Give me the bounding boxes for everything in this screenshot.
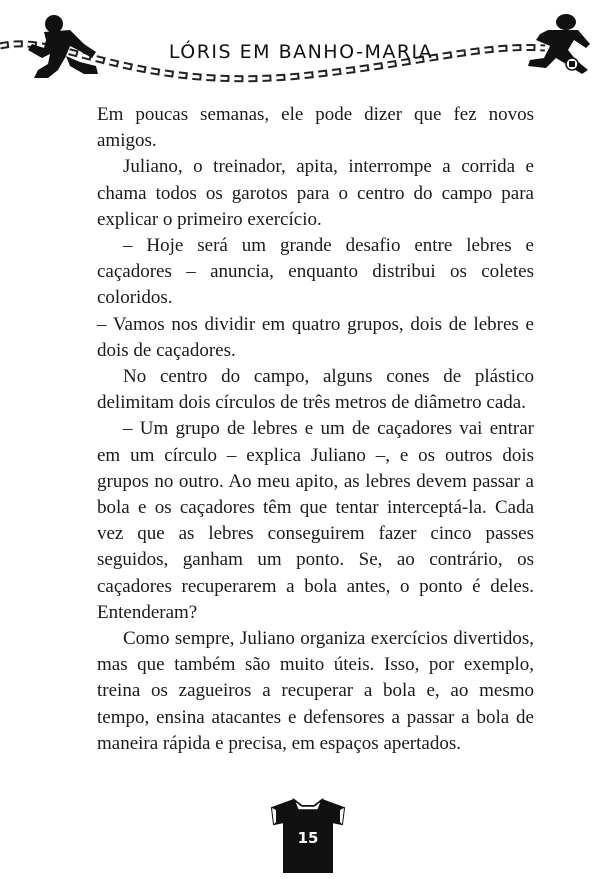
paragraph-3: – Hoje será um grande desafio entre lebres e caçadores – anuncia, enquanto distribui os coletes coloridos. [97,235,534,309]
paragraph-2: Juliano, o treinador, apita, interrompe a corrida e chama todos os garotos para o centro do campo para explicar o primeiro exercício. [97,156,534,230]
page-header [0,0,602,95]
paragraph-6: – Um grupo de lebres e um de caçadores vai entrar em um círculo – explica Juliano –, e os outros dois grupos no outro. Ao meu apito, as lebres devem passar a bola e os caçadores têm que tentar interceptá-la. Cada vez que as lebres conseguirem fazer cinco passes seguidos, ganham um ponto. Se, ao contrário, os caçadores recuperarem a bola antes, o ponto é deles. Entenderam? [97,418,534,623]
page-number: 15 [297,829,319,847]
running-title: LÓRIS EM BANHO-MARIA [168,41,434,63]
paragraph-5: No centro do campo, alguns cones de plástico delimitam dois círculos de três metros de diâmetro cada. [97,366,534,414]
paragraph-7: Como sempre, Juliano organiza exercícios divertidos, mas que também são muito úteis. Isso, por exemplo, treina os zagueiros a recuperar a bola e, ao mesmo tempo, ensina atacantes e defensores a passar a bola de maneira rápida e precisa, em espaços apertados. [97,628,534,754]
page-footer [268,798,348,876]
paragraph-1: Em poucas semanas, ele pode dizer que fez novos amigos. [97,104,534,152]
body-text [97,102,534,757]
paragraph-4: – Vamos nos dividir em quatro grupos, dois de lebres e dois de caçadores. [97,313,534,361]
